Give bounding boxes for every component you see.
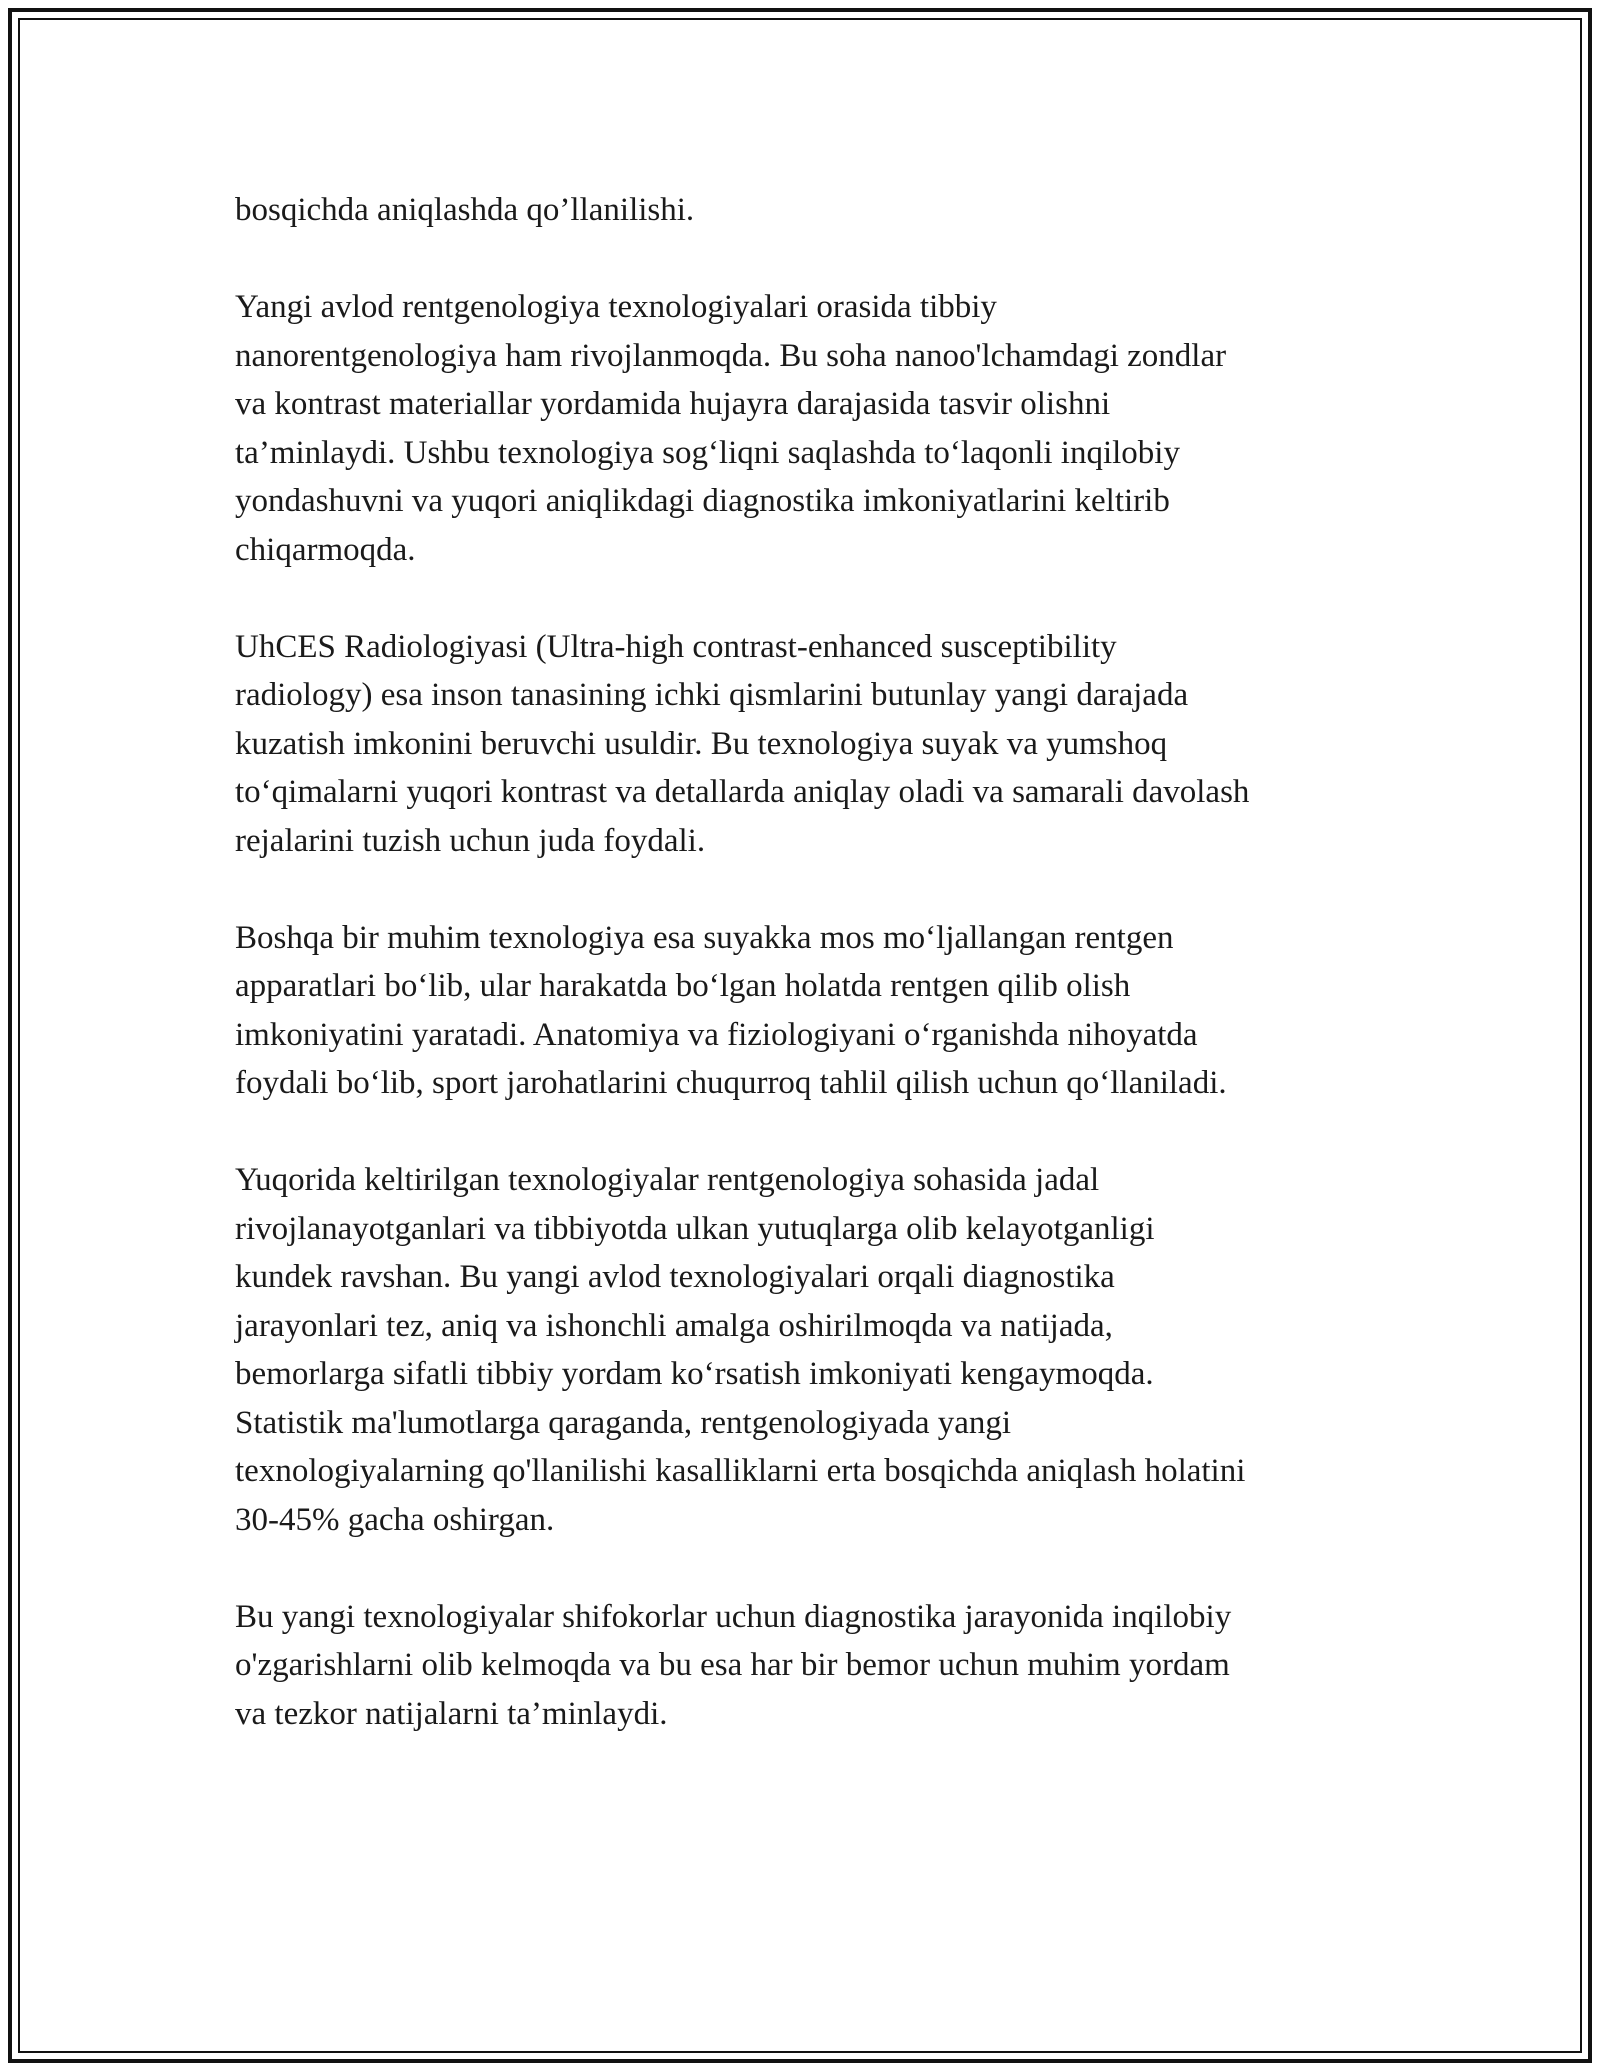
text-line: jarayonlari tez, aniq va ishonchli amalga oshirilmoqda va natijada, bbox=[235, 1307, 1113, 1344]
text-line: yondashuvni va yuqori aniqlikdagi diagnostika imkoniyatlarini keltirib bbox=[235, 483, 1170, 519]
text-line: rejalarini tuzish uchun juda foydali. bbox=[235, 822, 706, 859]
text-line: foydali bo‘lib, sport jarohatlarini chuqurroq tahlil qilish uchun qo‘llaniladi. bbox=[235, 1065, 1227, 1101]
text-line: radiology) esa inson tanasining ichki qismlarini butunlay yangi darajada bbox=[235, 677, 1189, 713]
document-body bbox=[235, 186, 1375, 1787]
text-line: bemorlarga sifatli tibbiy yordam ko‘rsatish imkoniyati kengaymoqda. bbox=[235, 1356, 1154, 1392]
text-line: va kontrast materiallar yordamida hujayra darajasida tasvir olishni bbox=[235, 386, 1111, 422]
text-line: Yuqorida keltirilgan texnologiyalar rentgenologiya sohasida jadal bbox=[235, 1162, 1100, 1198]
text-line: UhCES Radiologiyasi (Ultra-high contrast-enhanced susceptibility bbox=[235, 628, 1117, 665]
text-line: o'zgarishlarni olib kelmoqda va bu esa har bir bemor uchun muhim yordam bbox=[235, 1647, 1230, 1683]
text-line: chiqarmoqda. bbox=[235, 531, 416, 568]
text-line: Boshqa bir muhim texnologiya esa suyakka mos mo‘ljallangan rentgen bbox=[235, 919, 1174, 956]
text-line: imkoniyatini yaratadi. Anatomiya va fiziologiyani o‘rganishda nihoyatda bbox=[235, 1016, 1198, 1053]
text-line: bosqichda aniqlashda qo’llanilishi. bbox=[235, 192, 695, 228]
paragraph bbox=[235, 186, 1375, 235]
text-line: Statistik ma'lumotlarga qaraganda, rentgenologiyada yangi bbox=[235, 1404, 1012, 1441]
text-line: Bu yangi texnologiyalar shifokorlar uchun diagnostika jarayonida inqilobiy bbox=[235, 1598, 1232, 1635]
text-line: ta’minlaydi. Ushbu texnologiya sog‘liqni saqlashda to‘laqonli inqilobiy bbox=[235, 434, 1180, 471]
text-line: va tezkor natijalarni ta’minlaydi. bbox=[235, 1695, 668, 1732]
text-line: Yangi avlod rentgenologiya texnologiyalari orasida tibbiy bbox=[235, 289, 997, 325]
text-line: 30-45% gacha oshirgan. bbox=[235, 1501, 555, 1538]
text-line: nanorentgenologiya ham rivojlanmoqda. Bu soha nanoo'lchamdagi zondlar bbox=[235, 337, 1227, 374]
text-line: kundek ravshan. Bu yangi avlod texnologiyalari orqali diagnostika bbox=[235, 1259, 1115, 1295]
text-line: to‘qimalarni yuqori kontrast va detallarda aniqlay oladi va samarali davolash bbox=[235, 774, 1250, 810]
text-line: kuzatish imkonini beruvchi usuldir. Bu texnologiya suyak va yumshoq bbox=[235, 725, 1168, 762]
paragraph bbox=[235, 623, 1375, 866]
text-line: apparatlari bo‘lib, ular harakatda bo‘lgan holatda rentgen qilib olish bbox=[235, 968, 1131, 1004]
paragraph bbox=[235, 1593, 1375, 1739]
paragraph bbox=[235, 1156, 1375, 1544]
paragraph bbox=[235, 283, 1375, 574]
text-line: rivojlanayotganlari va tibbiyotda ulkan yutuqlarga olib kelayotganligi bbox=[235, 1210, 1155, 1247]
text-line: texnologiyalarning qo'llanilishi kasalliklarni erta bosqichda aniqlash holatini bbox=[235, 1453, 1246, 1489]
paragraph bbox=[235, 914, 1375, 1108]
